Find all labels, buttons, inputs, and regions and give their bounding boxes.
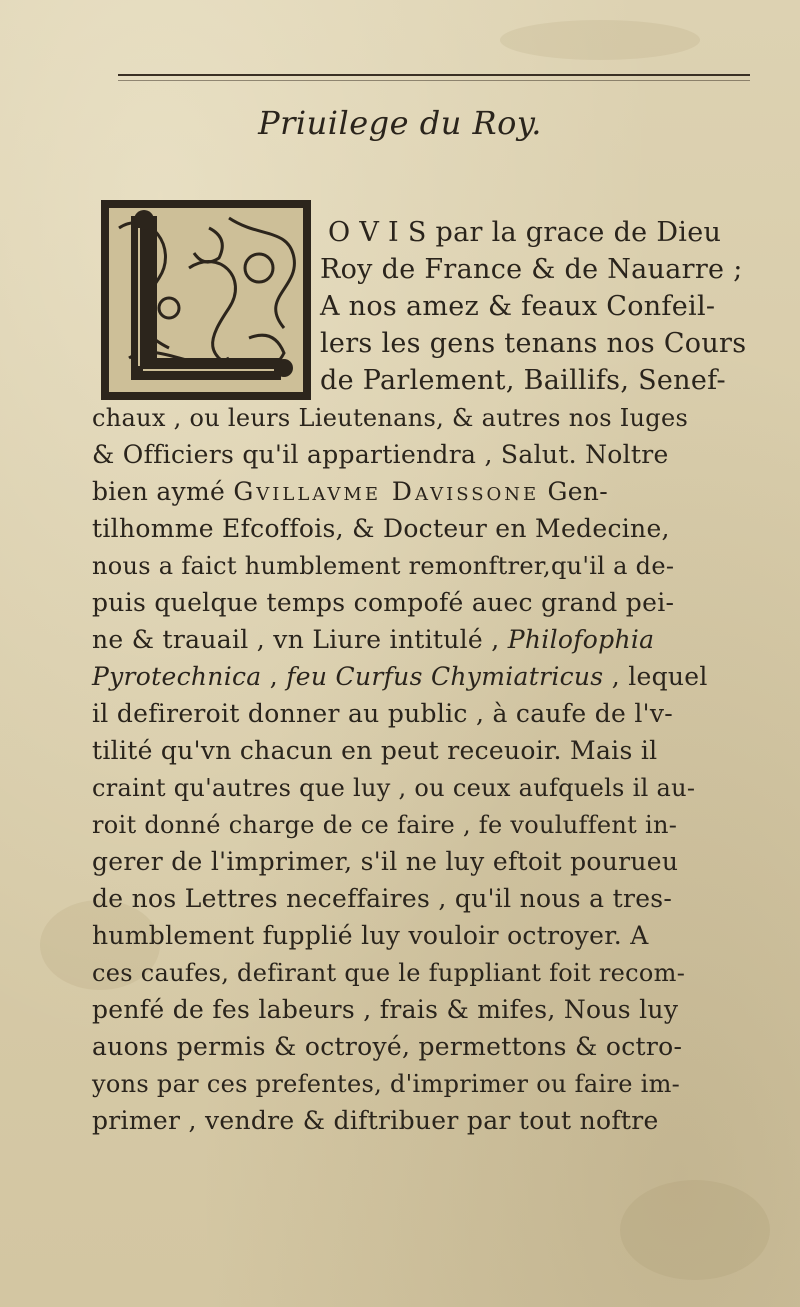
- text-line-24: yons par ces prefentes, d'imprimer ou faire im-: [92, 1070, 681, 1098]
- text-line-5: de Parlement, Baillifs, Senef-: [320, 365, 726, 396]
- text-line-19: de nos Lettres neceffaires , qu'il nous a tres-: [92, 884, 673, 913]
- book-title-part-2: Pyrotechnica: [92, 662, 262, 691]
- text-line-8: [92, 475, 608, 509]
- text-line-13: [92, 660, 708, 694]
- text-line-3: A nos amez & feaux Confeil-: [320, 291, 716, 322]
- text-line-11: puis quelque temps compofé auec grand pei-: [92, 588, 675, 617]
- header-rule-thin: [118, 80, 750, 81]
- text-line-8-end: Gen-: [547, 477, 608, 506]
- text-line-14: il defireroit donner au public , à caufe de l'v-: [92, 699, 674, 728]
- text-line-8-start: bien aymé: [92, 477, 234, 506]
- text-line-2: Roy de France & de Nauarre ;: [320, 254, 743, 285]
- text-line-17: roit donné charge de ce faire , fe vouluffent in-: [92, 811, 678, 839]
- text-line-7: & Officiers qu'il appartiendra , Salut. Noltre: [92, 440, 669, 469]
- text-line-4: lers les gens tenans nos Cours: [320, 328, 747, 359]
- book-title-part-1: Philofophia: [507, 625, 655, 654]
- text-line-13-end: , lequel: [603, 662, 708, 691]
- text-line-12-start: ne & trauail , vn Liure intitulé ,: [92, 625, 508, 654]
- paper-stain: [500, 20, 700, 60]
- book-title-part-3: feu Curfus Chymiatricus: [286, 662, 604, 691]
- text-line-6: chaux , ou leurs Lieutenans, & autres nos Iuges: [92, 404, 689, 432]
- paper-stain: [620, 1180, 770, 1280]
- text-line-15: tilité qu'vn chacun en peut receuoir. Mais il: [92, 736, 658, 765]
- text-line-20: humblement fupplié luy vouloir octroyer. A: [92, 921, 649, 950]
- text-line-1: O V I S par la grace de Dieu: [328, 217, 722, 248]
- floral-ornament-icon: [109, 208, 303, 392]
- text-line-9: tilhomme Efcoffois, & Docteur en Medecine,: [92, 514, 670, 543]
- text-line-10: nous a faict humblement remonftrer,qu'il a de-: [92, 552, 675, 580]
- author-name: Gvillavme Davissone: [233, 477, 540, 506]
- text-line-16: craint qu'autres que luy , ou ceux aufquels il au-: [92, 774, 696, 802]
- text-line-18: gerer de l'imprimer, s'il ne luy eftoit pourueu: [92, 847, 679, 876]
- text-line-25: primer , vendre & diftribuer par tout noftre: [92, 1106, 659, 1135]
- text-line-21: ces caufes, defirant que le fuppliant foit recom-: [92, 959, 686, 987]
- page-heading: Priuilege du Roy.: [258, 104, 542, 142]
- text-line-12: [92, 623, 654, 657]
- header-rule: [118, 74, 750, 76]
- text-line-22: penfé de fes labeurs , frais & mifes, Nous luy: [92, 995, 679, 1024]
- decorated-initial-letter: [101, 200, 311, 400]
- text-line-23: auons permis & octroyé, permettons & octro-: [92, 1032, 683, 1061]
- separator: ,: [261, 662, 287, 691]
